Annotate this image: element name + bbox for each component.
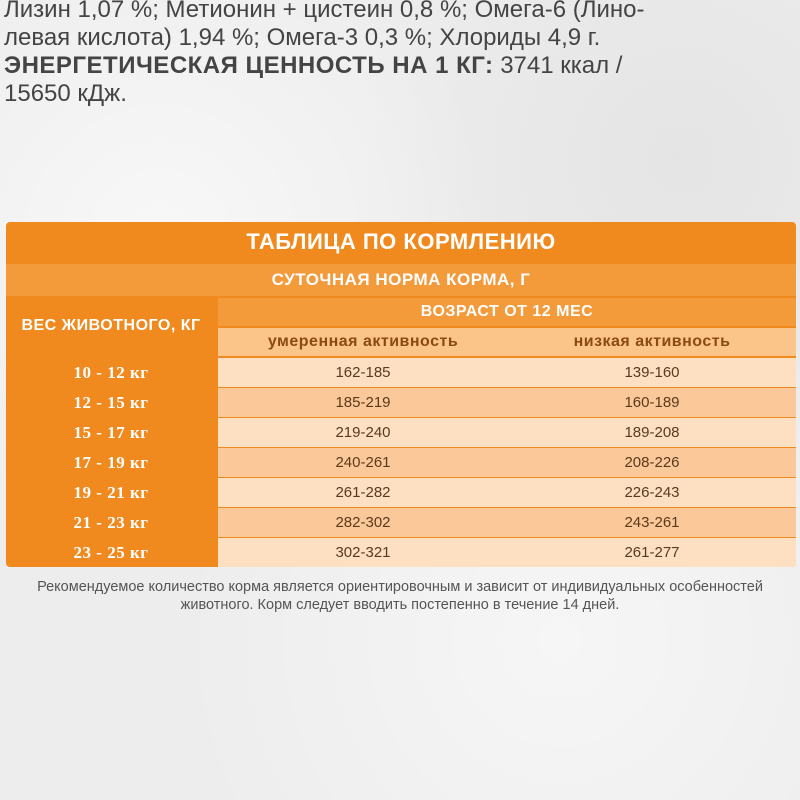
weight-cell: 21 - 23 кг — [73, 512, 149, 532]
weight-cell: 10 - 12 кг — [73, 362, 149, 382]
table-row — [6, 478, 796, 507]
table-row — [6, 538, 796, 567]
energy-value: 3741 ккал / — [500, 52, 623, 79]
table-row — [6, 448, 796, 477]
moderate-cell: 185-219 — [218, 388, 508, 417]
low-cell: 261-277 — [508, 538, 796, 567]
weight-cell: 17 - 19 кг — [73, 452, 149, 472]
weight-cell: 23 - 25 кг — [73, 542, 149, 562]
moderate-activity-header: умеренная активность — [218, 328, 508, 356]
weight-column-header: ВЕС ЖИВОТНОГО, КГ — [21, 317, 201, 334]
low-cell: 139-160 — [508, 358, 796, 387]
table-subtitle: СУТОЧНАЯ НОРМА КОРМА, Г — [6, 264, 796, 296]
low-cell: 189-208 — [508, 418, 796, 447]
composition-line-2: левая кислота) 1,94 %; Омега-3 0,3 %; Хлориды 4,9 г. — [4, 24, 601, 51]
table-row — [6, 388, 796, 417]
composition-text — [4, 0, 796, 108]
table-title: ТАБЛИЦА ПО КОРМЛЕНИЮ — [246, 229, 556, 254]
composition-line-1: Лизин 1,07 %; Метионин + цистеин 0,8 %; Омега-6 (Лино- — [4, 0, 645, 23]
moderate-cell: 162-185 — [218, 358, 508, 387]
feeding-note: Рекомендуемое количество корма является ориентировочным и зависит от индивидуальных особенностей животного. Корм следует вводить постепенно в течение 14 дней. — [37, 579, 763, 613]
moderate-cell: 219-240 — [218, 418, 508, 447]
moderate-cell: 282-302 — [218, 508, 508, 537]
moderate-cell: 261-282 — [218, 478, 508, 507]
low-cell: 226-243 — [508, 478, 796, 507]
moderate-cell: 302-321 — [218, 538, 508, 567]
low-cell: 243-261 — [508, 508, 796, 537]
table-row — [6, 418, 796, 447]
composition-line-4: 15650 кДж. — [4, 80, 127, 107]
weight-cell: 15 - 17 кг — [73, 422, 149, 442]
low-cell: 208-226 — [508, 448, 796, 477]
table-row — [6, 508, 796, 537]
weight-cell: 12 - 15 кг — [73, 392, 149, 412]
age-header: ВОЗРАСТ ОТ 12 МЕС — [218, 298, 796, 326]
weight-cell: 19 - 21 кг — [73, 482, 149, 502]
energy-label: ЭНЕРГЕТИЧЕСКАЯ ЦЕННОСТЬ НА 1 КГ: — [4, 52, 494, 79]
energy-line — [4, 52, 796, 80]
low-activity-header: низкая активность — [508, 328, 796, 356]
feeding-table — [6, 222, 796, 567]
table-row — [6, 358, 796, 387]
low-cell: 160-189 — [508, 388, 796, 417]
table-body — [6, 358, 796, 567]
moderate-cell: 240-261 — [218, 448, 508, 477]
